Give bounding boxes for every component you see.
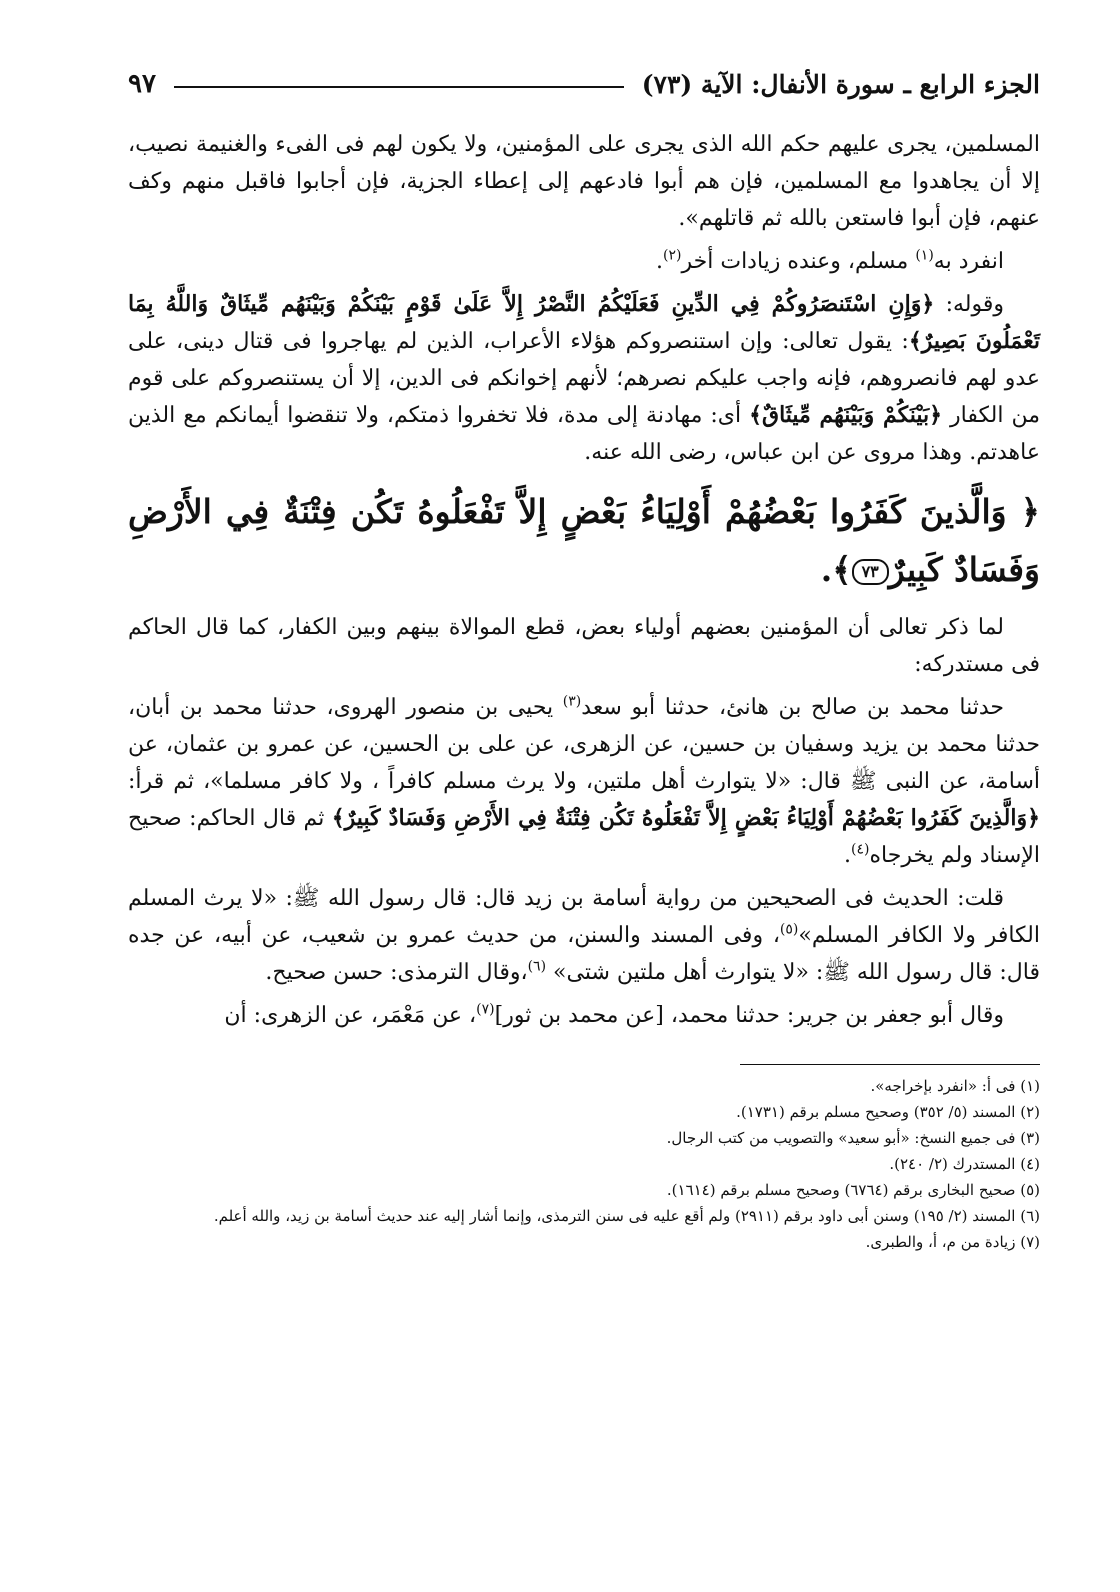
header-title: الجزء الرابع ـ سورة الأنفال: الآية (٧٣) [641,69,1040,99]
paragraph-6-text: ،وقال الترمذى: حسن صحيح. [265,960,528,985]
paragraph-5-text: . [844,843,852,868]
verse-text: ﴿ وَالَّذينَ كَفَرُوا بَعْضُهُمْ أَوْلِيَاءُ بَعْضٍ إِلاَّ تَفْعَلُوهُ تَكُن فِتْنَةٌ فِي الأَرْضِ وَفَسَادٌ كَبِيرٌ [128,492,1040,589]
paragraph-3 [128,286,1040,471]
header-rule [174,86,624,88]
footnote-4: (٤) المستدرك (٢/ ٢٤٠). [889,1155,1040,1173]
footnote-ref-6: (٦) [527,958,547,975]
footnote-ref-4: (٤) [851,841,870,858]
book-page [128,64,1040,1255]
paragraph-2-text: انفرد به [933,249,1004,274]
page-number: ٩٧ [128,69,156,99]
paragraph-7 [128,997,1040,1034]
paragraph-3-lead: وقوله: [934,292,1004,317]
paragraph-2-text: . [656,249,664,274]
footnote-5: (٥) صحيح البخارى برقم (٦٧٦٤) وصحيح مسلم برقم (١٦١٤). [666,1181,1040,1199]
footnote-3: (٣) فى جميع النسخ: «أبو سعيد» والتصويب من كتب الرجال. [666,1129,1040,1147]
paragraph-3-text: أى: مهادنة إلى مدة، فلا تخفروا ذمتكم، ولا تنقضوا أيمانكم مع الذين عاهدتم. وهذا مروى عن ابن عباس، رضى الله عنه. [128,403,1040,465]
paragraph-2 [128,243,1040,280]
verse-close: ﴾. [820,550,852,589]
footnote-7: (٧) زيادة من م، أ، والطبرى. [865,1233,1040,1251]
page-body [128,126,1040,1034]
verse-heading [128,483,1040,599]
footnote-ref-7: (٧) [476,1001,495,1018]
paragraph-3-text: : يقول تعالى: وإن استنصروكم هؤلاء الأعراب، الذين لم يهاجروا فى قتال دينى، على عدو لهم فانصروهم، فإنه واجب عليكم نصرهم؛ لأنهم إخوانكم فى الدين، إلا أن يستنصروكم على قوم من الكفار [128,329,1040,428]
paragraph-5 [128,689,1040,874]
paragraph-5-text: حدثنا محمد بن صالح بن هانئ، حدثنا أبو سعد [581,695,1004,720]
quran-quote: ﴿وَالَّذِينَ كَفَرُوا بَعْضُهُمْ أَوْلِيَاءُ بَعْضٍ إِلاَّ تَفْعَلُوهُ تَكُن فِتْنَةٌ فِي الأَرْضِ وَفَسَادٌ كَبِيرٌ﴾ [331,805,1040,831]
running-header [128,64,1040,104]
footnote-ref-1: (١) [915,247,934,264]
verse-number: ٧٣ [852,559,889,585]
paragraph-2-text: مسلم، وعنده زيادات أخر [681,249,916,274]
quran-quote: ﴿بَيْنَكُمْ وَبَيْنَهُم مِّيثَاقٌ﴾ [749,402,943,428]
paragraph-5-text: ثم قال الحاكم: صحيح الإسناد ولم يخرجاه [128,806,1040,868]
footnote-1: (١) فى أ: «انفرد بإخراجه». [870,1077,1040,1095]
paragraph-1: المسلمين، يجرى عليهم حكم الله الذى يجرى على المؤمنين، ولا يكون لهم فى الفىء والغنيمة نصيب، إلا أن يجاهدوا مع المسلمين، فإن هم أبوا فادعهم إلى إعطاء الجزية، فإن أجابوا فاقبل منهم وكف عنهم، فإن أبوا فاستعن بالله ثم قاتلهم». [128,132,1040,231]
footnote-ref-5: (٥) [779,921,799,938]
footnote-2: (٢) المسند (٥/ ٣٥٢) وصحيح مسلم برقم (١٧٣١). [736,1103,1040,1121]
paragraph-6-text: ، وفى المسند والسنن، من حديث عمرو بن شعيب، عن أبيه، عن جده قال: قال رسول الله ﷺ: «لا يتوارث أهل ملتين شتى» [128,923,1040,985]
footnote-separator [740,1064,1040,1065]
quran-quote: ﴿وَإِنِ اسْتَنصَرُوكُمْ فِي الدِّينِ فَعَلَيْكُمُ النَّصْرُ إِلاَّ عَلَىٰ قَوْمٍ بَيْنَكُمْ وَبَيْنَهُم مِّيثَاقٌ وَاللَّهُ بِمَا تَعْمَلُونَ بَصِيرٌ﴾ [128,291,1040,354]
paragraph-7-text: وقال أبو جعفر بن جرير: حدثنا محمد، [عن محمد بن ثور] [494,1003,1004,1028]
paragraph-7-text: ، عن مَعْمَر، عن الزهرى: أن [224,1003,477,1028]
paragraph-6 [128,880,1040,991]
paragraph-4: لما ذكر تعالى أن المؤمنين بعضهم أولياء بعض، قطع الموالاة بينهم وبين الكفار، كما قال الحاكم فى مستدركه: [128,615,1040,677]
footnote-ref-2: (٢) [663,247,682,264]
footnote-6: (٦) المسند (٢/ ١٩٥) وسنن أبى داود برقم (٢٩١١) ولم أقع عليه فى سنن الترمذى، وإنما أشار إليه عند حديث أسامة بن زيد، والله أعلم. [213,1207,1040,1225]
footnotes [128,1073,1040,1255]
footnote-ref-3: (٣) [562,693,582,710]
paragraph-6-text: قلت: الحديث فى الصحيحين من رواية أسامة بن زيد قال: قال رسول الله ﷺ: «لا يرث المسلم الكافر ولا الكافر المسلم» [128,886,1040,948]
paragraph-5-text: يحيى بن منصور الهروى، حدثنا محمد بن أبان، حدثنا محمد بن يزيد وسفيان بن حسين، عن الزهرى، عن على بن الحسين، عن عمرو بن عثمان، عن أسامة، عن النبى ﷺ قال: «لا يتوارث أهل ملتين، ولا يرث مسلم كافراً ، ولا كافر مسلما»، ثم قرأ: [128,695,1040,794]
